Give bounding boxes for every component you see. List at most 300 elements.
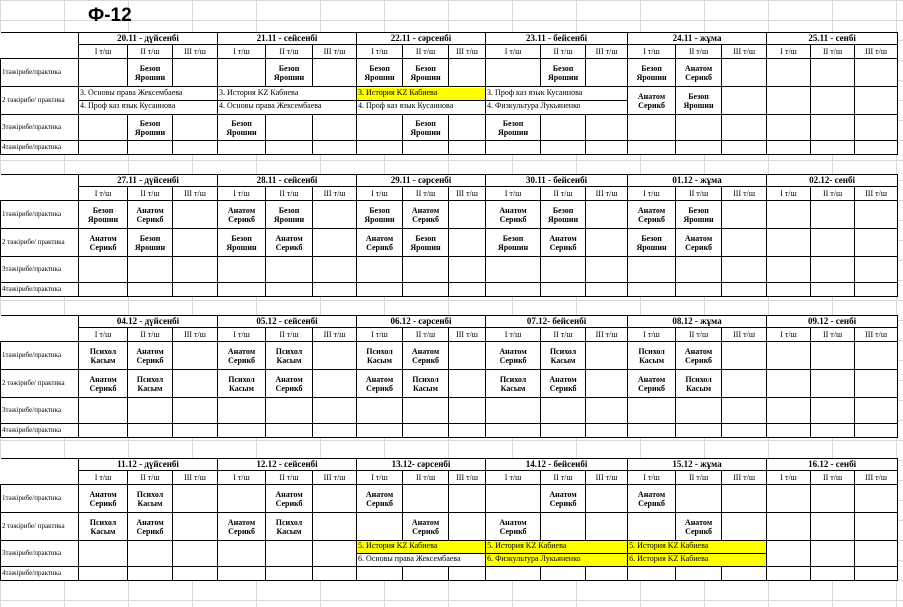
schedule-cell[interactable] — [486, 485, 541, 513]
schedule-cell[interactable] — [403, 370, 449, 398]
schedule-cell[interactable] — [628, 370, 676, 398]
shift-header[interactable]: І т/ш — [486, 328, 541, 342]
schedule-cell[interactable] — [628, 424, 676, 438]
schedule-cell[interactable] — [313, 141, 357, 155]
schedule-cell[interactable] — [79, 424, 128, 438]
schedule-cell[interactable] — [722, 141, 767, 155]
schedule-cell[interactable] — [486, 59, 541, 87]
day-header[interactable]: 06.12 - сәрсенбі — [357, 316, 486, 328]
day-header[interactable]: 30.11 - бейсенбі — [486, 175, 628, 187]
schedule-cell[interactable] — [767, 87, 811, 115]
schedule-cell[interactable] — [486, 257, 541, 283]
row-label[interactable]: 2 тәжірибе/ практика — [1, 229, 79, 257]
shift-header[interactable]: ІІІ т/ш — [722, 187, 767, 201]
shift-header[interactable]: І т/ш — [767, 45, 811, 59]
shift-header[interactable]: ІІ т/ш — [676, 187, 722, 201]
schedule-cell[interactable] — [449, 342, 486, 370]
schedule-cell[interactable] — [855, 513, 898, 541]
schedule-cell[interactable] — [218, 257, 266, 283]
schedule-cell[interactable] — [313, 283, 357, 297]
schedule-cell[interactable] — [79, 115, 128, 141]
shift-header[interactable]: ІІІ т/ш — [313, 187, 357, 201]
schedule-cell[interactable] — [767, 370, 811, 398]
schedule-cell[interactable] — [767, 398, 811, 424]
note-cell[interactable] — [628, 541, 767, 567]
row-label[interactable]: 1тәжірибе/практика — [1, 201, 79, 229]
schedule-cell[interactable] — [357, 398, 403, 424]
row-label[interactable]: 4тәжірибе/практика — [1, 424, 79, 438]
day-header[interactable]: 11.12 - дүйсенбі — [79, 459, 218, 471]
schedule-cell[interactable] — [313, 485, 357, 513]
schedule-cell[interactable] — [173, 424, 218, 438]
schedule-cell[interactable] — [767, 541, 811, 567]
schedule-cell[interactable] — [811, 342, 855, 370]
shift-header[interactable]: І т/ш — [486, 471, 541, 485]
shift-header[interactable]: І т/ш — [79, 471, 128, 485]
shift-header[interactable]: ІІ т/ш — [541, 471, 586, 485]
corner-cell[interactable] — [1, 316, 79, 342]
schedule-cell[interactable] — [767, 115, 811, 141]
schedule-cell[interactable] — [541, 485, 586, 513]
day-header[interactable]: 01.12 - жұма — [628, 175, 767, 187]
schedule-cell[interactable] — [628, 398, 676, 424]
schedule-cell[interactable] — [676, 229, 722, 257]
schedule-cell[interactable] — [855, 424, 898, 438]
schedule-cell[interactable] — [676, 370, 722, 398]
shift-header[interactable]: ІІ т/ш — [266, 187, 313, 201]
schedule-cell[interactable] — [722, 398, 767, 424]
schedule-cell[interactable] — [767, 283, 811, 297]
schedule-cell[interactable] — [128, 485, 173, 513]
schedule-cell[interactable] — [173, 229, 218, 257]
shift-header[interactable]: ІІ т/ш — [541, 187, 586, 201]
schedule-cell[interactable] — [676, 59, 722, 87]
schedule-cell[interactable] — [811, 485, 855, 513]
shift-header[interactable]: ІІІ т/ш — [449, 328, 486, 342]
shift-header[interactable]: ІІІ т/ш — [173, 328, 218, 342]
row-label[interactable]: 3тәжірибе/практика — [1, 257, 79, 283]
schedule-cell[interactable] — [586, 201, 628, 229]
schedule-cell[interactable] — [722, 513, 767, 541]
schedule-cell[interactable] — [403, 257, 449, 283]
shift-header[interactable]: ІІІ т/ш — [722, 45, 767, 59]
schedule-cell[interactable] — [541, 398, 586, 424]
shift-header[interactable]: І т/ш — [357, 45, 403, 59]
schedule-cell[interactable] — [449, 567, 486, 581]
note-cell[interactable] — [486, 541, 628, 567]
schedule-cell[interactable] — [357, 370, 403, 398]
schedule-cell[interactable] — [357, 342, 403, 370]
schedule-cell[interactable] — [313, 370, 357, 398]
shift-header[interactable]: І т/ш — [767, 471, 811, 485]
schedule-cell[interactable] — [767, 201, 811, 229]
schedule-cell[interactable] — [449, 229, 486, 257]
schedule-cell[interactable] — [173, 141, 218, 155]
shift-header[interactable]: І т/ш — [79, 45, 128, 59]
schedule-cell[interactable] — [313, 201, 357, 229]
schedule-cell[interactable] — [266, 370, 313, 398]
shift-header[interactable]: І т/ш — [218, 328, 266, 342]
shift-header[interactable]: І т/ш — [79, 328, 128, 342]
schedule-cell[interactable] — [676, 115, 722, 141]
schedule-cell[interactable] — [486, 201, 541, 229]
schedule-cell[interactable] — [173, 283, 218, 297]
schedule-cell[interactable] — [266, 141, 313, 155]
schedule-cell[interactable] — [855, 115, 898, 141]
schedule-cell[interactable] — [586, 59, 628, 87]
schedule-cell[interactable] — [79, 141, 128, 155]
schedule-cell[interactable] — [218, 201, 266, 229]
note-cell[interactable] — [79, 87, 218, 115]
schedule-cell[interactable] — [541, 567, 586, 581]
schedule-cell[interactable] — [79, 283, 128, 297]
schedule-cell[interactable] — [767, 513, 811, 541]
schedule-cell[interactable] — [128, 59, 173, 87]
schedule-cell[interactable] — [486, 342, 541, 370]
schedule-cell[interactable] — [218, 424, 266, 438]
schedule-cell[interactable] — [313, 541, 357, 567]
shift-header[interactable]: ІІІ т/ш — [586, 45, 628, 59]
schedule-cell[interactable] — [357, 257, 403, 283]
schedule-cell[interactable] — [128, 257, 173, 283]
schedule-cell[interactable] — [128, 398, 173, 424]
shift-header[interactable]: І т/ш — [218, 45, 266, 59]
day-header[interactable]: 16.12 - сенбі — [767, 459, 898, 471]
schedule-cell[interactable] — [173, 567, 218, 581]
schedule-cell[interactable] — [128, 370, 173, 398]
schedule-cell[interactable] — [128, 541, 173, 567]
schedule-cell[interactable] — [173, 513, 218, 541]
schedule-cell[interactable] — [676, 283, 722, 297]
schedule-cell[interactable] — [486, 370, 541, 398]
schedule-cell[interactable] — [218, 398, 266, 424]
schedule-cell[interactable] — [218, 342, 266, 370]
row-label[interactable]: 2 тәжірибе/ практика — [1, 87, 79, 115]
shift-header[interactable]: ІІІ т/ш — [449, 187, 486, 201]
schedule-cell[interactable] — [722, 87, 767, 115]
day-header[interactable]: 04.12 - дүйсенбі — [79, 316, 218, 328]
shift-header[interactable]: І т/ш — [628, 45, 676, 59]
schedule-cell[interactable] — [313, 115, 357, 141]
schedule-cell[interactable] — [79, 567, 128, 581]
schedule-cell[interactable] — [628, 201, 676, 229]
schedule-cell[interactable] — [79, 513, 128, 541]
schedule-cell[interactable] — [173, 342, 218, 370]
schedule-cell[interactable] — [586, 342, 628, 370]
shift-header[interactable]: І т/ш — [767, 328, 811, 342]
schedule-cell[interactable] — [79, 370, 128, 398]
schedule-cell[interactable] — [403, 567, 449, 581]
schedule-cell[interactable] — [218, 115, 266, 141]
day-header[interactable]: 08.12 - жұма — [628, 316, 767, 328]
schedule-cell[interactable] — [79, 342, 128, 370]
schedule-cell[interactable] — [722, 485, 767, 513]
schedule-cell[interactable] — [449, 398, 486, 424]
day-header[interactable]: 09.12 - сенбі — [767, 316, 898, 328]
shift-header[interactable]: ІІ т/ш — [541, 328, 586, 342]
schedule-cell[interactable] — [218, 283, 266, 297]
corner-cell[interactable] — [1, 459, 79, 485]
schedule-cell[interactable] — [586, 283, 628, 297]
shift-header[interactable]: ІІІ т/ш — [313, 45, 357, 59]
schedule-cell[interactable] — [855, 342, 898, 370]
schedule-cell[interactable] — [313, 398, 357, 424]
schedule-cell[interactable] — [676, 342, 722, 370]
schedule-cell[interactable] — [855, 567, 898, 581]
schedule-cell[interactable] — [357, 229, 403, 257]
schedule-cell[interactable] — [403, 59, 449, 87]
schedule-cell[interactable] — [722, 424, 767, 438]
shift-header[interactable]: ІІ т/ш — [128, 187, 173, 201]
schedule-cell[interactable] — [218, 541, 266, 567]
shift-header[interactable]: ІІ т/ш — [128, 45, 173, 59]
schedule-cell[interactable] — [79, 59, 128, 87]
schedule-cell[interactable] — [767, 257, 811, 283]
schedule-cell[interactable] — [586, 485, 628, 513]
schedule-cell[interactable] — [449, 141, 486, 155]
schedule-cell[interactable] — [541, 115, 586, 141]
day-header[interactable]: 15.12 - жұма — [628, 459, 767, 471]
shift-header[interactable]: І т/ш — [767, 187, 811, 201]
shift-header[interactable]: ІІІ т/ш — [586, 471, 628, 485]
shift-header[interactable]: ІІ т/ш — [266, 45, 313, 59]
schedule-cell[interactable] — [767, 485, 811, 513]
schedule-cell[interactable] — [586, 567, 628, 581]
shift-header[interactable]: І т/ш — [486, 187, 541, 201]
schedule-cell[interactable] — [676, 257, 722, 283]
day-header[interactable]: 24.11 - жұма — [628, 33, 767, 45]
shift-header[interactable]: ІІ т/ш — [676, 45, 722, 59]
schedule-cell[interactable] — [266, 567, 313, 581]
schedule-cell[interactable] — [128, 342, 173, 370]
schedule-cell[interactable] — [541, 283, 586, 297]
schedule-cell[interactable] — [628, 513, 676, 541]
schedule-cell[interactable] — [403, 141, 449, 155]
shift-header[interactable]: ІІІ т/ш — [855, 187, 898, 201]
schedule-cell[interactable] — [541, 141, 586, 155]
shift-header[interactable]: ІІ т/ш — [811, 471, 855, 485]
schedule-cell[interactable] — [722, 229, 767, 257]
schedule-cell[interactable] — [855, 398, 898, 424]
schedule-cell[interactable] — [722, 257, 767, 283]
row-label[interactable]: 2 тәжірибе/ практика — [1, 370, 79, 398]
schedule-cell[interactable] — [628, 115, 676, 141]
schedule-cell[interactable] — [357, 141, 403, 155]
schedule-cell[interactable] — [266, 342, 313, 370]
schedule-cell[interactable] — [722, 370, 767, 398]
schedule-cell[interactable] — [722, 59, 767, 87]
schedule-cell[interactable] — [767, 141, 811, 155]
schedule-cell[interactable] — [449, 485, 486, 513]
schedule-cell[interactable] — [676, 424, 722, 438]
schedule-cell[interactable] — [403, 513, 449, 541]
day-header[interactable]: 22.11 - сәрсенбі — [357, 33, 486, 45]
schedule-cell[interactable] — [173, 485, 218, 513]
schedule-cell[interactable] — [767, 59, 811, 87]
schedule-cell[interactable] — [855, 201, 898, 229]
schedule-cell[interactable] — [218, 567, 266, 581]
shift-header[interactable]: ІІІ т/ш — [855, 471, 898, 485]
schedule-cell[interactable] — [79, 398, 128, 424]
schedule-cell[interactable] — [486, 283, 541, 297]
shift-header[interactable]: ІІ т/ш — [128, 328, 173, 342]
schedule-cell[interactable] — [79, 229, 128, 257]
schedule-cell[interactable] — [403, 283, 449, 297]
note-cell[interactable] — [357, 541, 486, 567]
schedule-cell[interactable] — [855, 541, 898, 567]
shift-header[interactable]: І т/ш — [79, 187, 128, 201]
schedule-cell[interactable] — [811, 424, 855, 438]
schedule-cell[interactable] — [628, 342, 676, 370]
shift-header[interactable]: ІІ т/ш — [403, 187, 449, 201]
day-header[interactable]: 12.12 - сейсенбі — [218, 459, 357, 471]
note-cell[interactable] — [357, 87, 486, 115]
schedule-cell[interactable] — [357, 115, 403, 141]
schedule-cell[interactable] — [266, 398, 313, 424]
schedule-cell[interactable] — [486, 567, 541, 581]
schedule-cell[interactable] — [855, 59, 898, 87]
shift-header[interactable]: ІІІ т/ш — [173, 187, 218, 201]
schedule-cell[interactable] — [486, 424, 541, 438]
schedule-cell[interactable] — [266, 283, 313, 297]
schedule-cell[interactable] — [266, 485, 313, 513]
day-header[interactable]: 23.11 - бейсенбі — [486, 33, 628, 45]
schedule-cell[interactable] — [628, 485, 676, 513]
shift-header[interactable]: ІІІ т/ш — [449, 471, 486, 485]
corner-cell[interactable] — [1, 175, 79, 201]
schedule-cell[interactable] — [722, 201, 767, 229]
shift-header[interactable]: ІІІ т/ш — [855, 45, 898, 59]
schedule-cell[interactable] — [628, 257, 676, 283]
schedule-cell[interactable] — [541, 424, 586, 438]
schedule-cell[interactable] — [403, 342, 449, 370]
schedule-cell[interactable] — [676, 513, 722, 541]
shift-header[interactable]: І т/ш — [357, 187, 403, 201]
schedule-cell[interactable] — [173, 541, 218, 567]
schedule-cell[interactable] — [628, 229, 676, 257]
schedule-cell[interactable] — [586, 370, 628, 398]
schedule-cell[interactable] — [541, 257, 586, 283]
schedule-cell[interactable] — [357, 567, 403, 581]
schedule-cell[interactable] — [855, 485, 898, 513]
schedule-cell[interactable] — [79, 201, 128, 229]
schedule-cell[interactable] — [313, 59, 357, 87]
schedule-cell[interactable] — [173, 201, 218, 229]
schedule-cell[interactable] — [628, 87, 676, 115]
note-cell[interactable] — [486, 87, 628, 115]
schedule-cell[interactable] — [218, 513, 266, 541]
day-header[interactable]: 28.11 - сейсенбі — [218, 175, 357, 187]
schedule-cell[interactable] — [586, 513, 628, 541]
schedule-cell[interactable] — [541, 201, 586, 229]
schedule-cell[interactable] — [811, 87, 855, 115]
schedule-cell[interactable] — [79, 257, 128, 283]
schedule-cell[interactable] — [855, 257, 898, 283]
day-header[interactable]: 13.12- сәрсенбі — [357, 459, 486, 471]
shift-header[interactable]: ІІІ т/ш — [449, 45, 486, 59]
schedule-cell[interactable] — [218, 485, 266, 513]
schedule-cell[interactable] — [266, 229, 313, 257]
shift-header[interactable]: ІІІ т/ш — [586, 187, 628, 201]
schedule-cell[interactable] — [128, 513, 173, 541]
schedule-cell[interactable] — [313, 342, 357, 370]
shift-header[interactable]: І т/ш — [357, 328, 403, 342]
schedule-cell[interactable] — [541, 370, 586, 398]
shift-header[interactable]: ІІ т/ш — [541, 45, 586, 59]
day-header[interactable]: 25.11 - сенбі — [767, 33, 898, 45]
schedule-cell[interactable] — [218, 229, 266, 257]
schedule-cell[interactable] — [811, 370, 855, 398]
schedule-cell[interactable] — [266, 257, 313, 283]
shift-header[interactable]: ІІІ т/ш — [313, 471, 357, 485]
schedule-cell[interactable] — [403, 229, 449, 257]
schedule-cell[interactable] — [628, 567, 676, 581]
schedule-cell[interactable] — [173, 59, 218, 87]
schedule-cell[interactable] — [586, 141, 628, 155]
schedule-cell[interactable] — [218, 141, 266, 155]
schedule-cell[interactable] — [586, 115, 628, 141]
day-header[interactable]: 29.11 - сәрсенбі — [357, 175, 486, 187]
day-header[interactable]: 27.11 - дүйсенбі — [79, 175, 218, 187]
schedule-cell[interactable] — [449, 513, 486, 541]
schedule-cell[interactable] — [173, 257, 218, 283]
schedule-cell[interactable] — [541, 342, 586, 370]
shift-header[interactable]: ІІІ т/ш — [586, 328, 628, 342]
schedule-cell[interactable] — [218, 59, 266, 87]
schedule-cell[interactable] — [586, 229, 628, 257]
row-label[interactable]: 1тәжірибе/практика — [1, 59, 79, 87]
shift-header[interactable]: ІІІ т/ш — [722, 471, 767, 485]
schedule-cell[interactable] — [357, 59, 403, 87]
shift-header[interactable]: ІІ т/ш — [266, 328, 313, 342]
schedule-cell[interactable] — [586, 257, 628, 283]
schedule-cell[interactable] — [676, 485, 722, 513]
schedule-cell[interactable] — [449, 201, 486, 229]
schedule-cell[interactable] — [173, 398, 218, 424]
schedule-cell[interactable] — [313, 229, 357, 257]
schedule-cell[interactable] — [357, 201, 403, 229]
day-header[interactable]: 14.12 - бейсенбі — [486, 459, 628, 471]
day-header[interactable]: 07.12- бейсенбі — [486, 316, 628, 328]
schedule-cell[interactable] — [128, 141, 173, 155]
schedule-cell[interactable] — [676, 87, 722, 115]
schedule-cell[interactable] — [449, 59, 486, 87]
schedule-cell[interactable] — [128, 229, 173, 257]
schedule-cell[interactable] — [449, 257, 486, 283]
schedule-cell[interactable] — [79, 485, 128, 513]
row-label[interactable]: 2 тәжірибе/ практика — [1, 513, 79, 541]
shift-header[interactable]: ІІ т/ш — [128, 471, 173, 485]
shift-header[interactable]: ІІІ т/ш — [173, 471, 218, 485]
schedule-cell[interactable] — [811, 283, 855, 297]
schedule-cell[interactable] — [486, 513, 541, 541]
schedule-cell[interactable] — [811, 115, 855, 141]
schedule-cell[interactable] — [855, 87, 898, 115]
schedule-cell[interactable] — [357, 485, 403, 513]
row-label[interactable]: 4тәжірибе/практика — [1, 567, 79, 581]
shift-header[interactable]: ІІ т/ш — [811, 187, 855, 201]
schedule-cell[interactable] — [811, 513, 855, 541]
schedule-cell[interactable] — [449, 283, 486, 297]
schedule-cell[interactable] — [811, 201, 855, 229]
schedule-cell[interactable] — [811, 229, 855, 257]
day-header[interactable]: 02.12- сенбі — [767, 175, 898, 187]
row-label[interactable]: 4тәжірибе/практика — [1, 283, 79, 297]
schedule-cell[interactable] — [403, 201, 449, 229]
schedule-cell[interactable] — [541, 513, 586, 541]
schedule-cell[interactable] — [855, 229, 898, 257]
shift-header[interactable]: ІІ т/ш — [676, 471, 722, 485]
